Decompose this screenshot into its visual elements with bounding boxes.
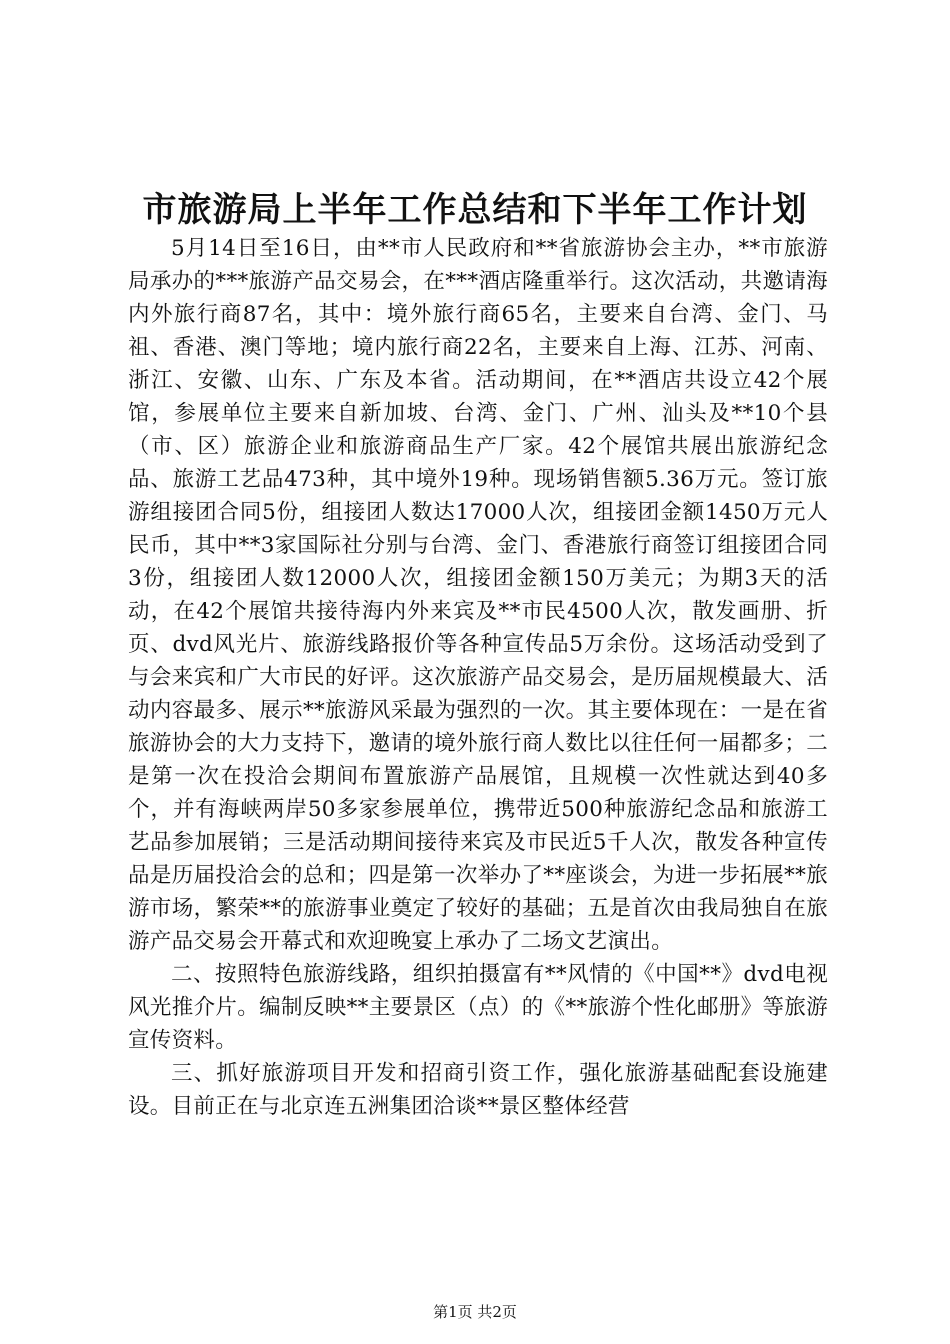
document-body [128,232,828,1123]
paragraph-2: 二、按照特色旅游线路，组织拍摄富有**风情的《中国**》dvd电视风光推介片。编制反映**主要景区（点）的《**旅游个性化邮册》等旅游宣传资料。 [128,962,828,1053]
paragraph-1: 5月14日至16日，由**市人民政府和**省旅游协会主办，**市旅游局承办的***旅游产品交易会，在***酒店隆重举行。这次活动，共邀请海内外旅行商87名，其中：境外旅行商65名，主要来自台湾、金门、马祖、香港、澳门等地；境内旅行商22名，主要来自上海、江苏、河南、浙江、安徽、山东、广东及本省。活动期间，在**酒店共设立42个展馆，参展单位主要来自新加坡、台湾、金门、广州、汕头及**10个县（市、区）旅游企业和旅游商品生产厂家。42个展馆共展出旅游纪念品、旅游工艺品473种，其中境外19种。现场销售额5.36万元。签订旅游组接团合同5份，组接团人数达17000人次，组接团金额1450万元人民币，其中**3家国际社分别与台湾、金门、香港旅行商签订组接团合同3份，组接团人数12000人次，组接团金额150万美元；为期3天的活动，在42个展馆共接待海内外来宾及**市民4500人次，散发画册、折页、dvd风光片、旅游线路报价等各种宣传品5万余份。这场活动受到了与会来宾和广大市民的好评。这次旅游产品交易会，是历届规模最大、活动内容最多、展示**旅游风采最为强烈的一次。其主要体现在：一是在省旅游协会的大力支持下，邀请的境外旅行商人数比以往任何一届都多；二是第一次在投洽会期间布置旅游产品展馆，且规模一次性就达到40多个，并有海峡两岸50多家参展单位，携带近500种旅游纪念品和旅游工艺品参加展销；三是活动期间接待来宾及市民近5千人次，散发各种宣传品是历届投洽会的总和；四是第一次举办了**座谈会，为进一步拓展**旅游市场，繁荣**的旅游事业奠定了较好的基础；五是首次由我局独自在旅游产品交易会开幕式和欢迎晚宴上承办了二场文艺演出。 [128,236,828,954]
page-number-footer: 第1页 共2页 [433,1303,517,1321]
document-title: 市旅游局上半年工作总结和下半年工作计划 [142,190,808,230]
paragraph-3: 三、抓好旅游项目开发和招商引资工作，强化旅游基础配套设施建设。目前正在与北京连五洲集团洽谈**景区整体经营 [128,1061,828,1119]
